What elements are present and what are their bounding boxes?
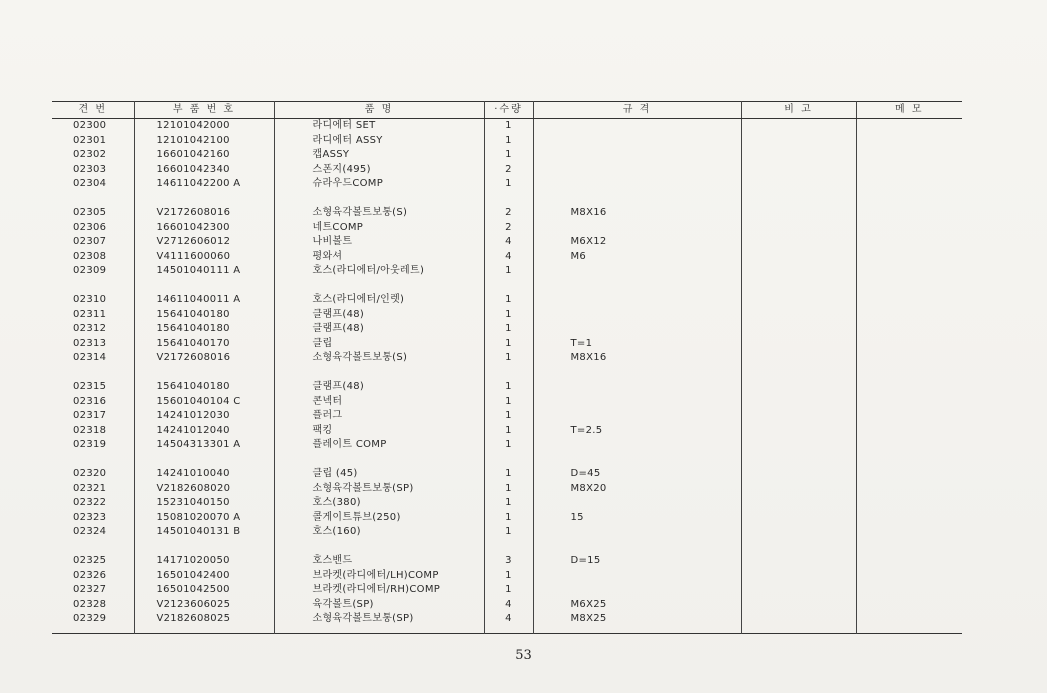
item-no-cell: 02319: [52, 438, 134, 453]
memo-cell: [856, 409, 962, 424]
memo-cell: [856, 337, 962, 352]
part-no-cell: 16501042500: [134, 583, 274, 598]
qty-cell: 1: [484, 351, 533, 366]
qty-cell: 1: [484, 525, 533, 540]
part-no-cell: 16601042340: [134, 163, 274, 178]
table-row: [52, 293, 962, 308]
item-no-cell: [52, 192, 134, 207]
remarks-cell: [741, 540, 856, 555]
remarks-cell: [741, 554, 856, 569]
memo-cell: [856, 235, 962, 250]
item-no-cell: 02329: [52, 612, 134, 633]
item-no-cell: 02311: [52, 308, 134, 323]
remarks-cell: [741, 366, 856, 381]
spec-cell: [533, 119, 741, 134]
spec-cell: M6: [533, 250, 741, 265]
part-no-cell: V2182608025: [134, 612, 274, 633]
memo-cell: [856, 598, 962, 613]
part-no-cell: 12101042100: [134, 134, 274, 149]
item-no-cell: 02326: [52, 569, 134, 584]
part-name-cell: 소형육각볼트보통(S): [274, 206, 484, 221]
table-row: [52, 308, 962, 323]
spec-cell: [533, 583, 741, 598]
item-no-cell: [52, 540, 134, 555]
item-no-cell: 02322: [52, 496, 134, 511]
part-no-cell: V4111600060: [134, 250, 274, 265]
part-name-cell: 나비볼트: [274, 235, 484, 250]
part-no-cell: 14611042200 A: [134, 177, 274, 192]
remarks-cell: [741, 351, 856, 366]
remarks-cell: [741, 438, 856, 453]
item-no-cell: 02306: [52, 221, 134, 236]
table-spacer-row: [52, 453, 962, 468]
part-no-cell: V2172608016: [134, 351, 274, 366]
part-name-cell: 콜게이트튜브(250): [274, 511, 484, 526]
part-name-cell: 클립: [274, 337, 484, 352]
memo-cell: [856, 264, 962, 279]
spec-cell: 15: [533, 511, 741, 526]
spec-cell: [533, 525, 741, 540]
item-no-cell: 02324: [52, 525, 134, 540]
item-no-cell: [52, 366, 134, 381]
part-no-cell: [134, 279, 274, 294]
table-row: [52, 511, 962, 526]
spec-cell: [533, 453, 741, 468]
part-no-cell: V2182608020: [134, 482, 274, 497]
memo-cell: [856, 177, 962, 192]
part-name-cell: 호스(380): [274, 496, 484, 511]
memo-cell: [856, 453, 962, 468]
spec-cell: [533, 496, 741, 511]
table-row: [52, 337, 962, 352]
part-no-cell: 15081020070 A: [134, 511, 274, 526]
item-no-cell: 02312: [52, 322, 134, 337]
item-no-cell: 02321: [52, 482, 134, 497]
qty-cell: 2: [484, 206, 533, 221]
qty-cell: 1: [484, 308, 533, 323]
remarks-cell: [741, 264, 856, 279]
table-row: [52, 395, 962, 410]
memo-cell: [856, 134, 962, 149]
memo-cell: [856, 308, 962, 323]
table-spacer-row: [52, 279, 962, 294]
part-no-cell: 14504313301 A: [134, 438, 274, 453]
part-no-cell: 16501042400: [134, 569, 274, 584]
spec-cell: [533, 380, 741, 395]
qty-cell: [484, 366, 533, 381]
remarks-cell: [741, 250, 856, 265]
qty-cell: 1: [484, 119, 533, 134]
remarks-cell: [741, 511, 856, 526]
part-name-cell: 평와셔: [274, 250, 484, 265]
remarks-cell: [741, 221, 856, 236]
table-header-row: [52, 102, 962, 119]
remarks-cell: [741, 293, 856, 308]
memo-cell: [856, 366, 962, 381]
qty-cell: 1: [484, 424, 533, 439]
memo-cell: [856, 496, 962, 511]
part-name-cell: 호스(160): [274, 525, 484, 540]
remarks-cell: [741, 467, 856, 482]
qty-cell: 4: [484, 250, 533, 265]
spec-cell: [533, 395, 741, 410]
remarks-cell: [741, 525, 856, 540]
table-row: [52, 250, 962, 265]
part-name-cell: 플러그: [274, 409, 484, 424]
qty-cell: 1: [484, 511, 533, 526]
qty-cell: 1: [484, 409, 533, 424]
qty-cell: 1: [484, 583, 533, 598]
qty-cell: 1: [484, 569, 533, 584]
remarks-cell: [741, 612, 856, 633]
table-row: [52, 177, 962, 192]
remarks-cell: [741, 482, 856, 497]
item-no-cell: 02301: [52, 134, 134, 149]
spec-cell: [533, 366, 741, 381]
table-row: [52, 583, 962, 598]
part-no-cell: 15601040104 C: [134, 395, 274, 410]
spec-cell: [533, 409, 741, 424]
spec-cell: [533, 279, 741, 294]
remarks-cell: [741, 496, 856, 511]
spec-cell: T=2.5: [533, 424, 741, 439]
remarks-cell: [741, 395, 856, 410]
memo-cell: [856, 482, 962, 497]
table-row: [52, 206, 962, 221]
part-name-cell: 브라켓(라디에터/RH)COMP: [274, 583, 484, 598]
table-row: [52, 163, 962, 178]
item-no-cell: 02317: [52, 409, 134, 424]
part-name-cell: 팩킹: [274, 424, 484, 439]
item-no-cell: 02327: [52, 583, 134, 598]
part-no-cell: 16601042160: [134, 148, 274, 163]
memo-cell: [856, 569, 962, 584]
table-row: [52, 424, 962, 439]
table-spacer-row: [52, 192, 962, 207]
qty-cell: 1: [484, 380, 533, 395]
spec-cell: M8X16: [533, 206, 741, 221]
spec-cell: [533, 293, 741, 308]
qty-cell: 4: [484, 612, 533, 633]
item-no-cell: 02316: [52, 395, 134, 410]
table-row: [52, 482, 962, 497]
part-no-cell: 14501040131 B: [134, 525, 274, 540]
item-no-cell: 02303: [52, 163, 134, 178]
spec-cell: [533, 163, 741, 178]
item-no-cell: 02313: [52, 337, 134, 352]
part-name-cell: 콘넥터: [274, 395, 484, 410]
part-name-cell: 클립 (45): [274, 467, 484, 482]
part-name-cell: 네트COMP: [274, 221, 484, 236]
part-no-cell: 14241012040: [134, 424, 274, 439]
part-name-cell: 슈라우드COMP: [274, 177, 484, 192]
qty-cell: 1: [484, 395, 533, 410]
memo-cell: [856, 119, 962, 134]
item-no-cell: [52, 453, 134, 468]
qty-cell: 2: [484, 163, 533, 178]
header-item-no: 견 번: [52, 102, 134, 119]
part-no-cell: 15231040150: [134, 496, 274, 511]
remarks-cell: [741, 192, 856, 207]
part-name-cell: 캡ASSY: [274, 148, 484, 163]
qty-cell: 1: [484, 482, 533, 497]
memo-cell: [856, 540, 962, 555]
spec-cell: M8X20: [533, 482, 741, 497]
memo-cell: [856, 395, 962, 410]
qty-cell: [484, 540, 533, 555]
memo-cell: [856, 424, 962, 439]
part-name-cell: 라디에터 ASSY: [274, 134, 484, 149]
table-row: [52, 264, 962, 279]
part-no-cell: [134, 540, 274, 555]
memo-cell: [856, 322, 962, 337]
memo-cell: [856, 206, 962, 221]
item-no-cell: 02328: [52, 598, 134, 613]
part-no-cell: 15641040170: [134, 337, 274, 352]
spec-cell: [533, 134, 741, 149]
part-name-cell: 호스(라디에터/아웃레트): [274, 264, 484, 279]
spec-cell: [533, 221, 741, 236]
remarks-cell: [741, 598, 856, 613]
part-name-cell: [274, 540, 484, 555]
remarks-cell: [741, 380, 856, 395]
item-no-cell: 02314: [52, 351, 134, 366]
remarks-cell: [741, 279, 856, 294]
spec-cell: [533, 148, 741, 163]
memo-cell: [856, 279, 962, 294]
item-no-cell: 02325: [52, 554, 134, 569]
remarks-cell: [741, 569, 856, 584]
table-row: [52, 554, 962, 569]
table-row: [52, 322, 962, 337]
part-no-cell: 14241010040: [134, 467, 274, 482]
item-no-cell: 02315: [52, 380, 134, 395]
memo-cell: [856, 148, 962, 163]
part-name-cell: 호스(라디에터/인렛): [274, 293, 484, 308]
qty-cell: 1: [484, 438, 533, 453]
header-memo: 메 모: [856, 102, 962, 119]
part-no-cell: [134, 192, 274, 207]
part-no-cell: V2123606025: [134, 598, 274, 613]
part-name-cell: 플레이트 COMP: [274, 438, 484, 453]
memo-cell: [856, 250, 962, 265]
qty-cell: [484, 192, 533, 207]
part-no-cell: 14501040111 A: [134, 264, 274, 279]
table-row: [52, 612, 962, 633]
part-no-cell: [134, 453, 274, 468]
qty-cell: 1: [484, 264, 533, 279]
memo-cell: [856, 380, 962, 395]
table-row: [52, 569, 962, 584]
item-no-cell: 02323: [52, 511, 134, 526]
part-no-cell: 15641040180: [134, 308, 274, 323]
part-name-cell: 호스밴드: [274, 554, 484, 569]
part-name-cell: [274, 279, 484, 294]
memo-cell: [856, 511, 962, 526]
table-row: [52, 221, 962, 236]
header-part-name: 품 명: [274, 102, 484, 119]
spec-cell: [533, 540, 741, 555]
spec-cell: [533, 177, 741, 192]
table-row: [52, 598, 962, 613]
spec-cell: M6X25: [533, 598, 741, 613]
table-row: [52, 134, 962, 149]
qty-cell: 1: [484, 148, 533, 163]
part-name-cell: 클램프(48): [274, 322, 484, 337]
spec-cell: [533, 308, 741, 323]
memo-cell: [856, 525, 962, 540]
remarks-cell: [741, 322, 856, 337]
spec-cell: D=15: [533, 554, 741, 569]
part-name-cell: 클램프(48): [274, 380, 484, 395]
memo-cell: [856, 351, 962, 366]
header-spec: 규 격: [533, 102, 741, 119]
qty-cell: [484, 279, 533, 294]
qty-cell: 1: [484, 467, 533, 482]
table-row: [52, 148, 962, 163]
memo-cell: [856, 293, 962, 308]
spec-cell: [533, 192, 741, 207]
remarks-cell: [741, 134, 856, 149]
remarks-cell: [741, 235, 856, 250]
table-row: [52, 351, 962, 366]
table-spacer-row: [52, 540, 962, 555]
memo-cell: [856, 163, 962, 178]
item-no-cell: 02320: [52, 467, 134, 482]
part-no-cell: V2712606012: [134, 235, 274, 250]
qty-cell: 1: [484, 337, 533, 352]
header-part-no: 부 품 번 호: [134, 102, 274, 119]
table-row: [52, 409, 962, 424]
remarks-cell: [741, 163, 856, 178]
spec-cell: [533, 264, 741, 279]
table-row: [52, 438, 962, 453]
spec-cell: T=1: [533, 337, 741, 352]
remarks-cell: [741, 453, 856, 468]
spec-cell: D=45: [533, 467, 741, 482]
table-row: [52, 496, 962, 511]
qty-cell: 1: [484, 322, 533, 337]
remarks-cell: [741, 206, 856, 221]
qty-cell: 1: [484, 177, 533, 192]
item-no-cell: [52, 279, 134, 294]
remarks-cell: [741, 119, 856, 134]
memo-cell: [856, 192, 962, 207]
qty-cell: 3: [484, 554, 533, 569]
part-no-cell: 12101042000: [134, 119, 274, 134]
item-no-cell: 02302: [52, 148, 134, 163]
item-no-cell: 02310: [52, 293, 134, 308]
parts-list-table: [52, 101, 962, 634]
part-name-cell: [274, 453, 484, 468]
part-name-cell: [274, 192, 484, 207]
spec-cell: [533, 322, 741, 337]
part-name-cell: 육각볼트(SP): [274, 598, 484, 613]
part-name-cell: 스폰지(495): [274, 163, 484, 178]
qty-cell: 1: [484, 134, 533, 149]
qty-cell: 4: [484, 598, 533, 613]
part-no-cell: 15641040180: [134, 322, 274, 337]
memo-cell: [856, 467, 962, 482]
spec-cell: M6X12: [533, 235, 741, 250]
part-name-cell: 라디에터 SET: [274, 119, 484, 134]
part-name-cell: 소형육각볼트보통(SP): [274, 612, 484, 633]
table-row: [52, 119, 962, 134]
qty-cell: 1: [484, 496, 533, 511]
part-no-cell: [134, 366, 274, 381]
spec-cell: [533, 569, 741, 584]
qty-cell: 4: [484, 235, 533, 250]
part-name-cell: [274, 366, 484, 381]
parts-table-body: [52, 119, 962, 634]
item-no-cell: 02318: [52, 424, 134, 439]
part-name-cell: 클램프(48): [274, 308, 484, 323]
item-no-cell: 02308: [52, 250, 134, 265]
table-row: [52, 525, 962, 540]
memo-cell: [856, 583, 962, 598]
part-name-cell: 소형육각볼트보통(SP): [274, 482, 484, 497]
table-spacer-row: [52, 366, 962, 381]
memo-cell: [856, 612, 962, 633]
remarks-cell: [741, 337, 856, 352]
item-no-cell: 02300: [52, 119, 134, 134]
remarks-cell: [741, 148, 856, 163]
header-remarks: 비 고: [741, 102, 856, 119]
part-no-cell: V2172608016: [134, 206, 274, 221]
item-no-cell: 02307: [52, 235, 134, 250]
memo-cell: [856, 438, 962, 453]
item-no-cell: 02305: [52, 206, 134, 221]
qty-cell: [484, 453, 533, 468]
table-row: [52, 380, 962, 395]
page-number: 53: [515, 648, 532, 663]
part-no-cell: 14171020050: [134, 554, 274, 569]
item-no-cell: 02304: [52, 177, 134, 192]
qty-cell: 1: [484, 293, 533, 308]
part-name-cell: 브라켓(라디에터/LH)COMP: [274, 569, 484, 584]
part-no-cell: 14241012030: [134, 409, 274, 424]
header-qty: ·수량: [484, 102, 533, 119]
spec-cell: M8X16: [533, 351, 741, 366]
spec-cell: [533, 438, 741, 453]
remarks-cell: [741, 424, 856, 439]
remarks-cell: [741, 177, 856, 192]
qty-cell: 2: [484, 221, 533, 236]
memo-cell: [856, 554, 962, 569]
table-row: [52, 467, 962, 482]
part-no-cell: 16601042300: [134, 221, 274, 236]
part-no-cell: 15641040180: [134, 380, 274, 395]
remarks-cell: [741, 583, 856, 598]
item-no-cell: 02309: [52, 264, 134, 279]
remarks-cell: [741, 308, 856, 323]
spec-cell: M8X25: [533, 612, 741, 633]
table-row: [52, 235, 962, 250]
remarks-cell: [741, 409, 856, 424]
part-no-cell: 14611040011 A: [134, 293, 274, 308]
memo-cell: [856, 221, 962, 236]
part-name-cell: 소형육각볼트보통(S): [274, 351, 484, 366]
